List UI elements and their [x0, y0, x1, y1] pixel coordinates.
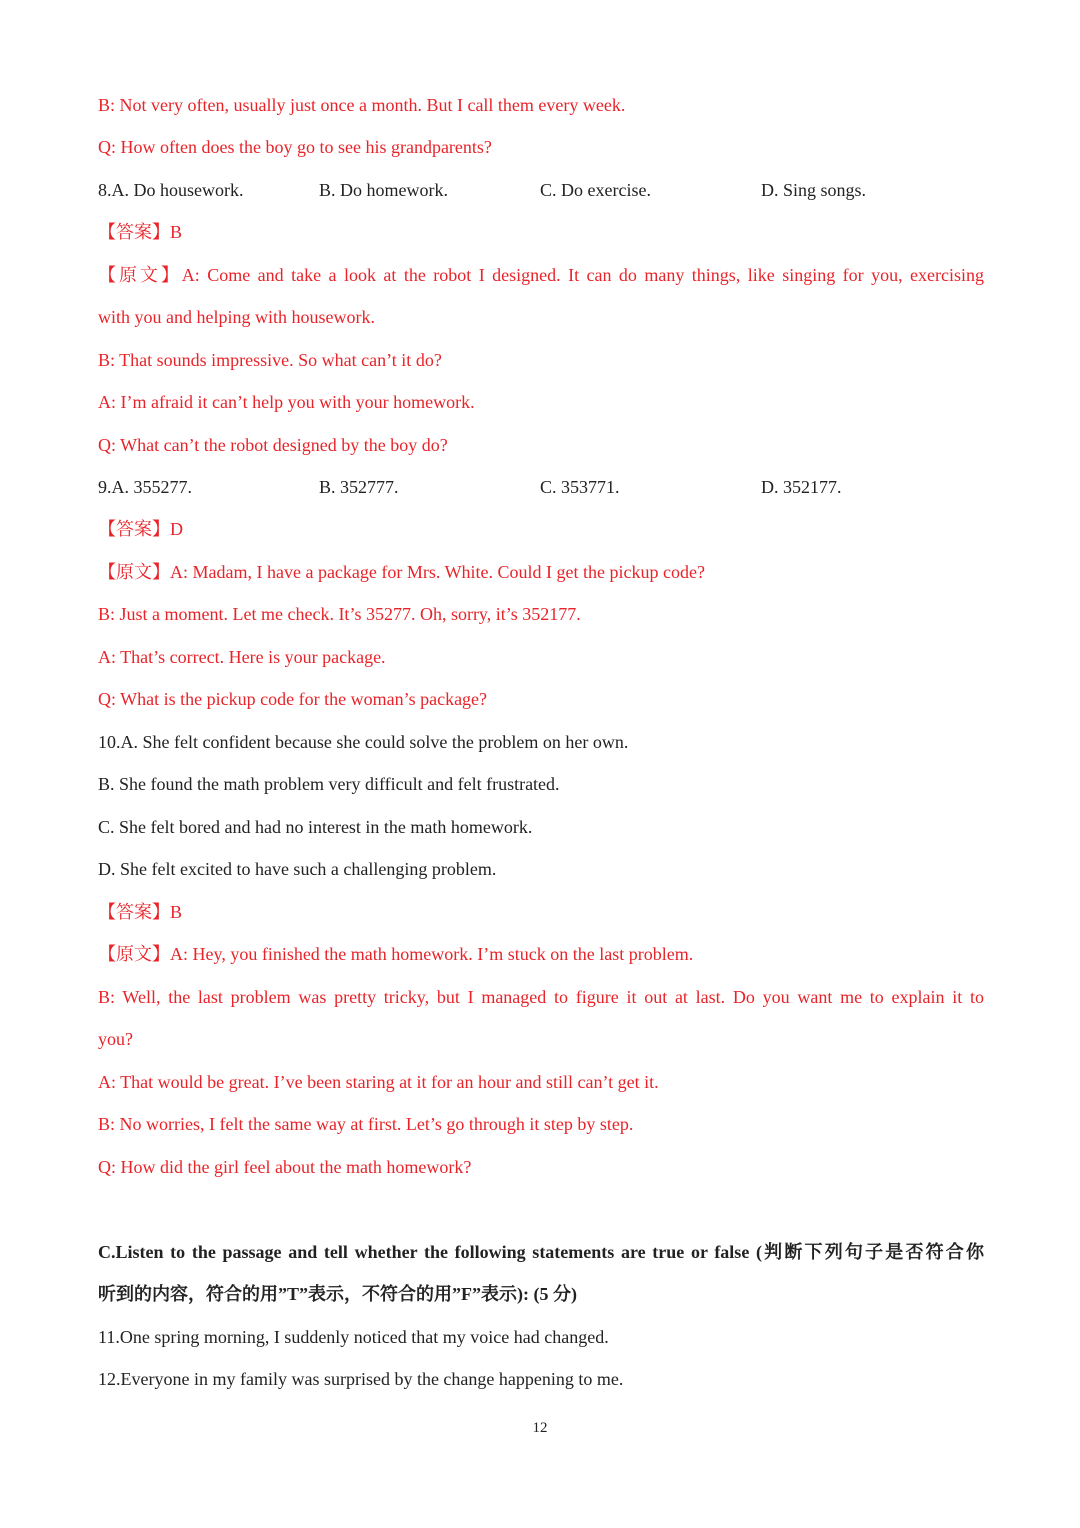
statement-12: 12.Everyone in my family was surprised by the change happening to me. — [98, 1369, 624, 1389]
question-10-option-d: D. She felt excited to have such a challenging problem. — [98, 859, 497, 879]
page-number: 12 — [532, 1420, 548, 1436]
statement-11: 11.One spring morning, I suddenly noticed that my voice had changed. — [98, 1327, 609, 1347]
answer-10: 【答案】B — [98, 902, 183, 922]
dialog-line: B: Not very often, usually just once a month. But I call them every week. — [98, 95, 626, 115]
script-9-line: A: That’s correct. Here is your package. — [98, 647, 386, 667]
script-10-line: B: No worries, I felt the same way at first. Let’s go through it step by step. — [98, 1114, 634, 1134]
script-8-question: Q: What can’t the robot designed by the boy do? — [98, 435, 448, 455]
script-10-question: Q: How did the girl feel about the math homework? — [98, 1157, 472, 1177]
script-10-line: B: Well, the last problem was pretty tricky, but I managed to figure it out at last. Do you want me to explain it to — [98, 987, 984, 1007]
script-10-line: 【原文】A: Hey, you finished the math homework. I’m stuck on the last problem. — [98, 944, 694, 964]
script-9-question: Q: What is the pickup code for the woman’s package? — [98, 689, 488, 709]
answer-9: 【答案】D — [98, 519, 183, 539]
dialog-question: Q: How often does the boy go to see his grandparents? — [98, 137, 492, 157]
script-10-line: you? — [98, 1029, 133, 1049]
section-c-heading: C.Listen to the passage and tell whether the following statements are true or false (判断下列句子是否符合你 — [98, 1242, 984, 1262]
script-8-line: with you and helping with housework. — [98, 307, 375, 327]
script-9-line: 【原文】A: Madam, I have a package for Mrs. White. Could I get the pickup code? — [98, 562, 705, 582]
option-a: 8.A. Do housework. — [98, 180, 244, 200]
option-a: 9.A. 355277. — [98, 477, 192, 497]
answer-8: 【答案】B — [98, 222, 183, 242]
option-b: B. Do homework. — [319, 180, 448, 200]
question-10-option-b: B. She found the math problem very difficult and felt frustrated. — [98, 774, 560, 794]
option-d: D. Sing songs. — [761, 180, 867, 200]
option-c: C. Do exercise. — [540, 180, 651, 200]
script-10-line: A: That would be great. I’ve been staring at it for an hour and still can’t get it. — [98, 1072, 659, 1092]
option-d: D. 352177. — [761, 477, 842, 497]
option-b: B. 352777. — [319, 477, 399, 497]
script-8-line: 【原文】A: Come and take a look at the robot I designed. It can do many things, like singing for you, exercising — [98, 265, 984, 285]
option-c: C. 353771. — [540, 477, 620, 497]
script-9-line: B: Just a moment. Let me check. It’s 35277. Oh, sorry, it’s 352177. — [98, 604, 581, 624]
script-8-line: A: I’m afraid it can’t help you with your homework. — [98, 392, 475, 412]
question-10-option-a: 10.A. She felt confident because she could solve the problem on her own. — [98, 732, 629, 752]
question-10-option-c: C. She felt bored and had no interest in the math homework. — [98, 817, 533, 837]
script-8-line: B: That sounds impressive. So what can’t it do? — [98, 350, 442, 370]
section-c-heading-cont: 听到的内容，符合的用”T”表示，不符合的用”F”表示): (5 分) — [98, 1284, 577, 1304]
